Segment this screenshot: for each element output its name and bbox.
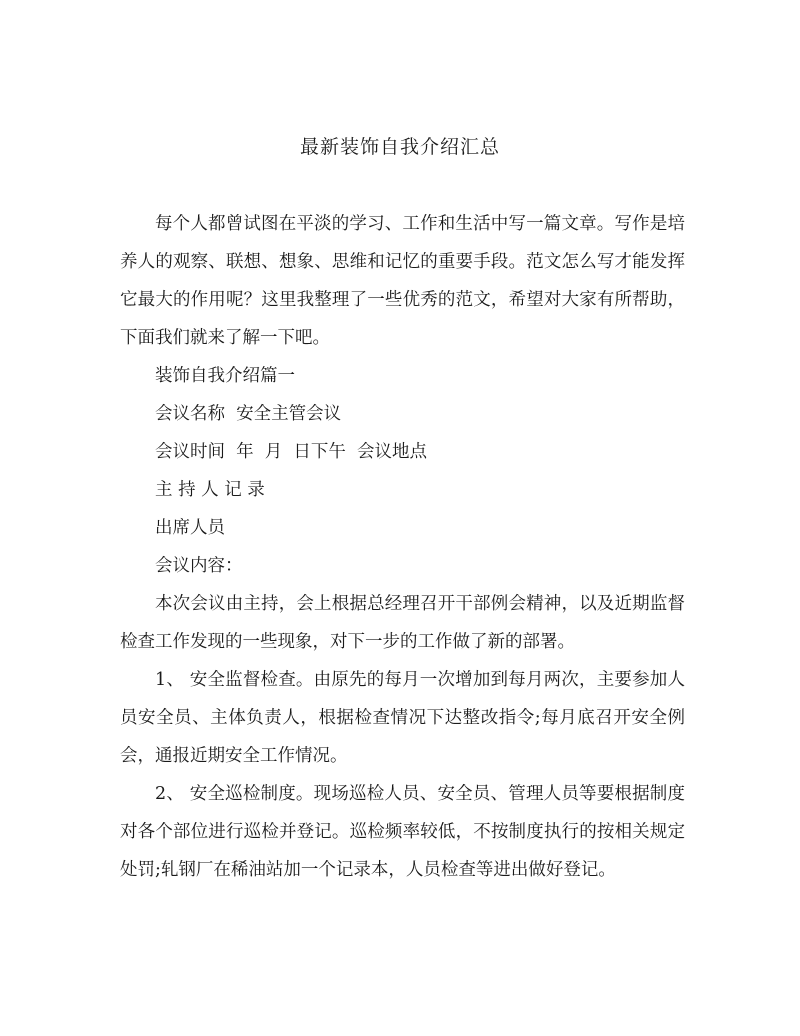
attendees-line: 出席人员 xyxy=(155,518,225,538)
meeting-name-line: 会议名称 安全主管会议 xyxy=(155,404,342,424)
content-label-line: 会议内容： xyxy=(155,556,243,576)
item-2-paragraph: 2、 安全巡检制度。现场巡检人员、安全员、管理人员等要根据制度对各个部位进行巡检并登记。巡检频率较低，不按制度执行的按相关规定处罚;轧钢厂在稀油站加一个记录本，人员检查等进出做好登记。 xyxy=(120,784,685,880)
document-body xyxy=(120,205,685,889)
meeting-time-line: 会议时间 年 月 日下午 会议地点 xyxy=(155,442,428,462)
item-1-paragraph: 1、 安全监督检查。由原先的每月一次增加到每月两次，主要参加人员安全员、主体负责人，根据检查情况下达整改指令;每月底召开安全例会，通报近期安全工作情况。 xyxy=(120,670,685,766)
document-title: 最新装饰自我介绍汇总 xyxy=(299,136,500,158)
intro-paragraph: 每个人都曾试图在平淡的学习、工作和生活中写一篇文章。写作是培养人的观察、联想、想象、思维和记忆的重要手段。范文怎么写才能发挥它最大的作用呢？这里我整理了一些优秀的范文，希望对大家有所帮助，下面我们就来了解一下吧。 xyxy=(120,214,685,348)
content-paragraph: 本次会议由主持，会上根据总经理召开干部例会精神，以及近期监督检查工作发现的一些现象，对下一步的工作做了新的部署。 xyxy=(120,594,685,652)
host-recorder-line: 主 持 人 记 录 xyxy=(155,480,265,500)
section-heading: 装饰自我介绍篇一 xyxy=(155,366,295,386)
